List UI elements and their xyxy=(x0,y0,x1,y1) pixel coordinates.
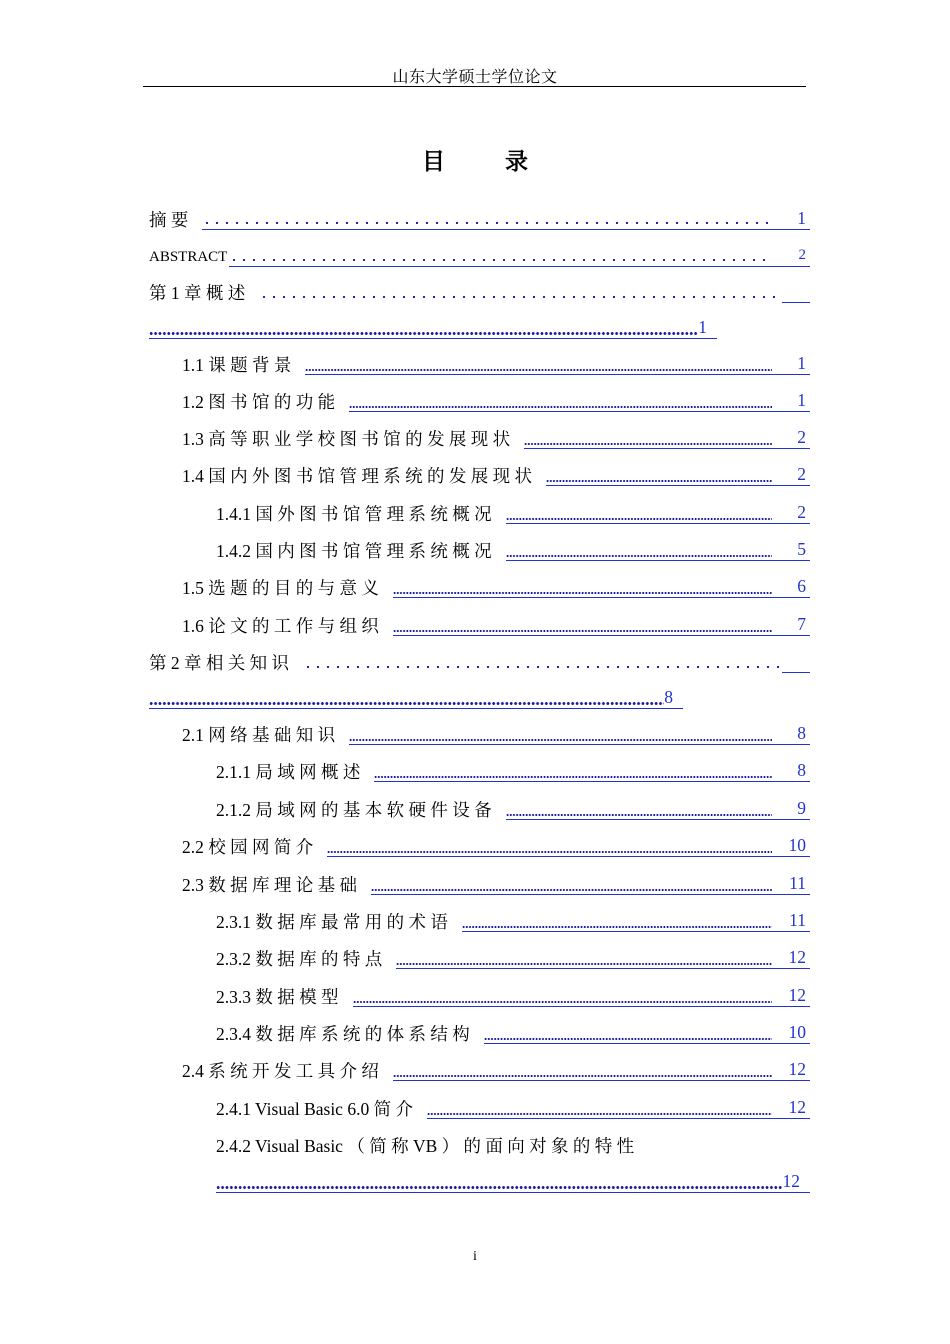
toc-entry-2-1-2[interactable] xyxy=(216,798,810,822)
toc-leader xyxy=(349,387,774,412)
toc-leader xyxy=(202,205,774,230)
toc-page-number: 10 xyxy=(774,834,810,857)
toc-leader xyxy=(546,461,774,486)
toc-entry-chapter-1[interactable] xyxy=(149,281,810,305)
toc-entry-label: 1.4.2 国 内 图 书 馆 管 理 系 统 概 况 xyxy=(216,541,492,561)
toc-entry-abstract-cn[interactable] xyxy=(149,208,810,232)
toc-entry-2-4-2[interactable] xyxy=(216,1134,810,1158)
toc-entry-1-1[interactable] xyxy=(182,353,810,377)
toc-entry-chapter-2[interactable] xyxy=(149,651,810,675)
toc-page-number: 8 xyxy=(664,686,683,709)
toc-entry-2-3-1[interactable] xyxy=(216,910,810,934)
toc-entry-label: 1.6 论 文 的 工 作 与 组 织 xyxy=(182,616,379,636)
toc-page-number: 8 xyxy=(774,722,810,745)
toc-entry-label: 2.3.3 数 据 模 型 xyxy=(216,987,339,1007)
toc-entry-label: 2.3.1 数 据 库 最 常 用 的 术 语 xyxy=(216,912,448,932)
toc-leader xyxy=(305,350,774,375)
toc-entry-2-3-2[interactable] xyxy=(216,947,810,971)
toc-leader xyxy=(427,1094,774,1119)
toc-page-number: 12 xyxy=(774,984,810,1007)
toc-leader xyxy=(353,982,775,1007)
toc-leader xyxy=(349,720,774,745)
toc-entry-1-4-2[interactable] xyxy=(216,539,810,563)
toc-entry-label: 2.3.4 数 据 库 系 统 的 体 系 结 构 xyxy=(216,1024,470,1044)
toc-entry-label: 2.4.2 Visual Basic （ 简 称 VB ） 的 面 向 对 象 的 特 性 xyxy=(216,1136,635,1156)
toc-leader xyxy=(393,573,774,598)
toc-page-number: 12 xyxy=(774,1096,810,1119)
toc-entry-abstract-en[interactable] xyxy=(149,245,810,269)
toc-page-number: 2 xyxy=(774,426,810,449)
toc-page-spacer xyxy=(782,672,810,673)
toc-page-number: 8 xyxy=(774,759,810,782)
toc-entry-label: 2.1 网 络 基 础 知 识 xyxy=(182,725,336,745)
toc-leader xyxy=(374,757,774,782)
toc-leader xyxy=(259,279,782,303)
toc-leader xyxy=(506,536,774,561)
toc-entry-chapter-2-continuation[interactable] xyxy=(149,687,683,711)
toc-entry-label: 2.1.2 局 域 网 的 基 本 软 硬 件 设 备 xyxy=(216,800,492,820)
toc-entry-label: 1.4.1 国 外 图 书 馆 管 理 系 统 概 况 xyxy=(216,504,492,524)
toc-page-spacer xyxy=(782,302,810,303)
toc-leader xyxy=(229,242,774,267)
toc-entry-2-4-1[interactable] xyxy=(216,1097,810,1121)
toc-page-number: 10 xyxy=(774,1021,810,1044)
toc-leader xyxy=(396,944,774,969)
toc-entry-label: 1.2 图 书 馆 的 功 能 xyxy=(182,392,336,412)
toc-leader xyxy=(506,499,774,524)
toc-leader xyxy=(371,870,774,895)
toc-page-number: 7 xyxy=(774,613,810,636)
toc-entry-label: 2.4.1 Visual Basic 6.0 简 介 xyxy=(216,1099,413,1119)
toc-title-left: 目 xyxy=(422,149,445,175)
toc-page-number: 11 xyxy=(774,872,810,895)
toc-entry-label: 第 1 章 概 述 xyxy=(149,283,246,303)
toc-leader xyxy=(484,1019,774,1044)
toc-page-number: 2 xyxy=(774,463,810,486)
toc-entry-label: 第 2 章 相 关 知 识 xyxy=(149,653,289,673)
toc-page-number: 1 xyxy=(774,352,810,375)
toc-entry-2-4[interactable] xyxy=(182,1059,810,1083)
toc-entry-label: ABSTRACT xyxy=(149,249,228,265)
toc-entry-label: 1.4 国 内 外 图 书 馆 管 理 系 统 的 发 展 现 状 xyxy=(182,466,532,486)
toc-page-number: 12 xyxy=(774,946,810,969)
toc-page-number: 2 xyxy=(774,501,810,524)
toc-leader xyxy=(149,314,698,339)
toc-entry-label: 2.4 系 统 开 发 工 具 介 绍 xyxy=(182,1061,379,1081)
toc-entry-1-4-1[interactable] xyxy=(216,502,810,526)
toc-page-number: 1 xyxy=(698,316,717,339)
toc-leader xyxy=(216,1168,783,1193)
toc-page-number: 11 xyxy=(774,909,810,932)
toc-entry-label: 1.1 课 题 背 景 xyxy=(182,355,292,375)
toc-leader xyxy=(524,424,774,449)
toc-entry-1-3[interactable] xyxy=(182,427,810,451)
toc-entry-label: 摘 要 xyxy=(149,210,189,230)
toc-page-number: 2 xyxy=(774,244,810,267)
toc-entry-label: 1.5 选 题 的 目 的 与 意 义 xyxy=(182,578,379,598)
toc-entry-2-3[interactable] xyxy=(182,873,810,897)
toc-entry-label: 1.3 高 等 职 业 学 校 图 书 馆 的 发 展 现 状 xyxy=(182,429,511,449)
toc-title xyxy=(0,143,950,176)
toc-leader xyxy=(303,649,782,673)
toc-entry-2-1-1[interactable] xyxy=(216,760,810,784)
toc-page-number: 6 xyxy=(774,575,810,598)
toc-entry-2-3-3[interactable] xyxy=(216,985,810,1009)
toc-entry-1-5[interactable] xyxy=(182,576,810,600)
toc-title-right: 录 xyxy=(505,149,528,175)
toc-leader xyxy=(393,611,774,636)
toc-page-number: 9 xyxy=(774,797,810,820)
toc-entry-label: 2.3 数 据 库 理 论 基 础 xyxy=(182,875,357,895)
running-header: 山东大学硕士学位论文 xyxy=(392,69,558,86)
toc-page-number: 12 xyxy=(783,1170,811,1193)
toc-page-number: 1 xyxy=(774,389,810,412)
toc-entry-2-3-4[interactable] xyxy=(216,1022,810,1046)
toc-entry-2-1[interactable] xyxy=(182,723,810,747)
toc-entry-chapter-1-continuation[interactable] xyxy=(149,317,717,341)
toc-leader xyxy=(393,1056,774,1081)
toc-entry-1-6[interactable] xyxy=(182,614,810,638)
toc-leader xyxy=(506,795,774,820)
toc-leader xyxy=(462,907,774,932)
toc-entry-1-4[interactable] xyxy=(182,464,810,488)
toc-leader xyxy=(327,832,774,857)
toc-entry-2-4-2-continuation[interactable] xyxy=(216,1171,810,1195)
toc-page-number: 1 xyxy=(774,207,810,230)
toc-page-number: 12 xyxy=(774,1058,810,1081)
toc-entry-label: 2.2 校 园 网 简 介 xyxy=(182,837,314,857)
toc-entry-1-2[interactable] xyxy=(182,390,810,414)
toc-entry-2-2[interactable] xyxy=(182,835,810,859)
toc-entry-label: 2.1.1 局 域 网 概 述 xyxy=(216,762,361,782)
toc-entry-label: 2.3.2 数 据 库 的 特 点 xyxy=(216,949,383,969)
toc-leader xyxy=(149,684,664,709)
page-number-footer: i xyxy=(473,1249,477,1264)
header-rule xyxy=(143,86,806,87)
toc-page-number: 5 xyxy=(774,538,810,561)
